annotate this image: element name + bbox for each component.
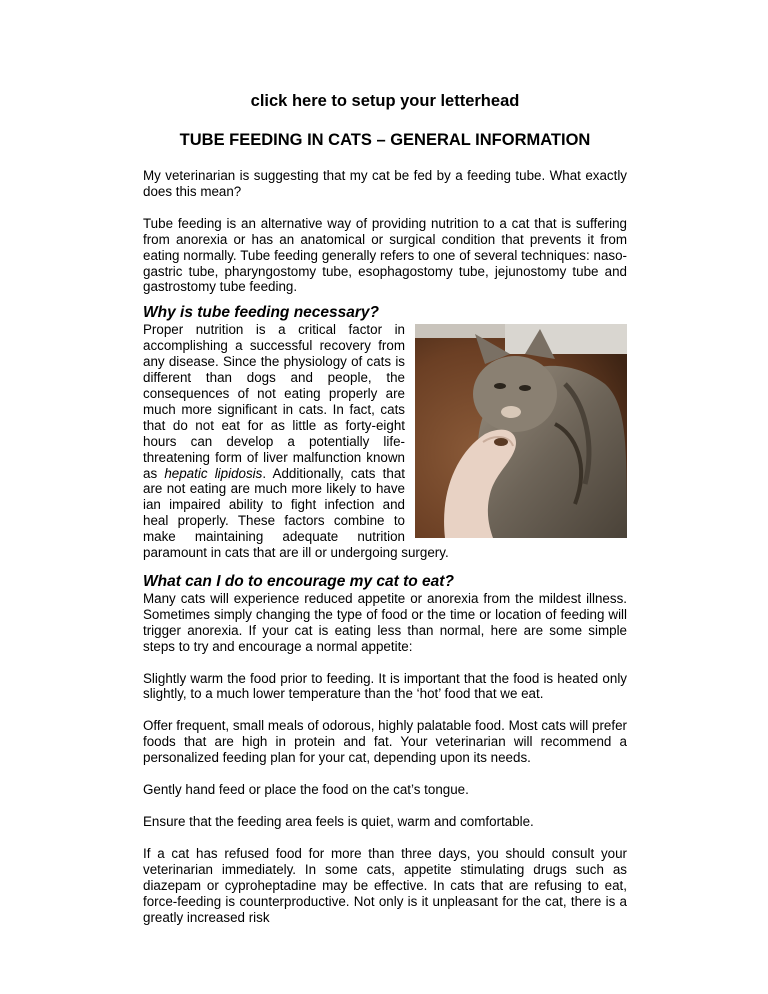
page-title: TUBE FEEDING IN CATS – GENERAL INFORMATION [179, 131, 591, 149]
intro-answer: Tube feeding is an alternative way of providing nutrition to a cat that is suffering from anorexia or has an anatomical or surgical condition that prevents it from eating normally. Tube feeding generally refers to one of several techniques: naso-gastric tube, pharyngostomy tube, esophagostomy tube, jejunostomy tube and gastrostomy tube feeding. [143, 215, 627, 295]
section2-paragraph: If a cat has refused food for more than three days, you should consult your veterinarian immediately. In some cats, appetite stimulating drugs such as diazepam or cyproheptadine may be effective. In cats that are refusing to eat, force-feeding is counterproductive. Not only is it unpleasant for the cat, there is a greatly increased risk [143, 845, 627, 925]
section2-paragraph: Ensure that the feeding area feels is quiet, warm and comfortable. [143, 814, 534, 829]
cat-eating-photo [415, 324, 627, 538]
section2-paragraph: Gently hand feed or place the food on the cat’s tongue. [143, 782, 469, 798]
section2-paragraph: Offer frequent, small meals of odorous, highly palatable food. Most cats will prefer foods that are high in protein and fat. Your veterinarian will recommend a personalized feeding plan for your cat, depending upon its needs. [143, 718, 627, 766]
section2-paragraph: Many cats will experience reduced appetite or anorexia from the mildest illness. Sometimes simply changing the type of food or the time or location of feeding will trigger anorexia. If your cat is eating less than normal, here are some simple steps to try and encourage a normal appetite: [143, 590, 627, 654]
section-heading-encourage: What can I do to encourage my cat to eat? [143, 572, 454, 590]
section2-paragraph: Slightly warm the food prior to feeding. It is important that the food is heated only slightly, to a much lower temperature than the ‘hot’ food that we eat. [143, 670, 627, 702]
document-page [143, 92, 627, 925]
intro-question: My veterinarian is suggesting that my cat be fed by a feeding tube. What exactly does this mean? [143, 168, 627, 199]
section-heading-why: Why is tube feeding necessary? [143, 304, 380, 322]
section1-text: Proper nutrition is a critical factor in accomplishing a successful recovery from any disease. Since the physiology of cats is different than dogs and people, the consequences of not eating properly are much more significant in cats. In fact, cats that do not eat for as little as forty-eight hours can develop a potentially life-threatening form of liver malfunction known as hepatic lipidosis. Additionally, cats that are not eating are much more likely to have ian impaired ability to fight infection and heal properly. These factors combine to make maintaining adequate nutrition paramount in cats that are ill or undergoing surgery. [143, 322, 449, 561]
letterhead-link[interactable]: click here to setup your letterhead [250, 92, 520, 110]
